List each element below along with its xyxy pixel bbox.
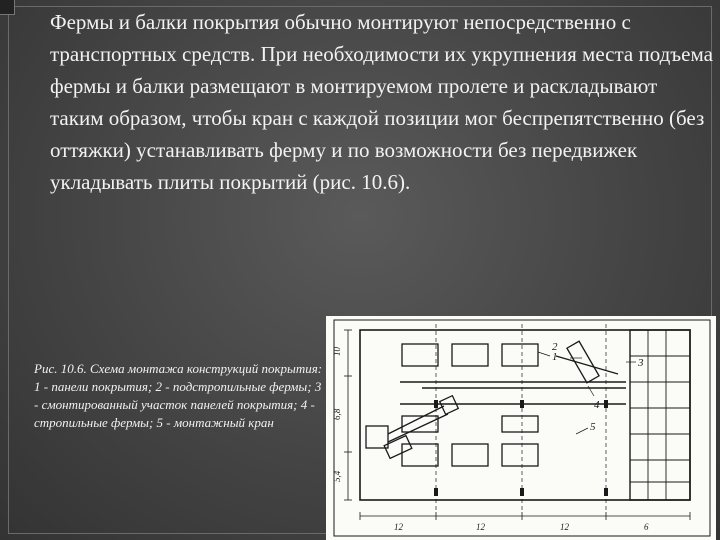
roof-panel-stacks: [402, 344, 538, 466]
dim-bottom-4: 6: [644, 522, 649, 532]
label-3: 3: [638, 357, 644, 369]
slide-corner-decoration: [0, 0, 15, 15]
figure-10-6-diagram: [326, 316, 716, 540]
label-leaders: [538, 352, 636, 434]
figure-caption: Рис. 10.6. Схема монтажа конструкций покрытия: 1 - панели покрытия; 2 - подстропильные фермы; 3 - смонтированный участок панелей покрытия; 4 - стропильные фермы; 5 - монтажный кран: [34, 361, 323, 430]
axis-lines: [436, 324, 606, 512]
dim-left-mid: 6,8: [332, 408, 342, 420]
mounted-panels-area: [630, 330, 690, 500]
span-outline: [360, 330, 690, 500]
mounting-scheme-drawing: [326, 316, 716, 540]
dim-bottom-2: 12: [476, 522, 485, 532]
bottom-dimension-line: [360, 512, 690, 520]
mounted-panels-grid: [630, 330, 690, 500]
mounting-crane: [366, 396, 458, 459]
label-1: 1: [552, 351, 558, 363]
sub-truss-element: [556, 341, 618, 383]
label-4: 4: [594, 399, 600, 411]
dim-bottom-3: 12: [560, 522, 569, 532]
axis-markers: [434, 400, 608, 496]
dim-left-top: 10: [332, 347, 342, 356]
slide-paragraph: Фермы и балки покрытия обычно монтируют непосредственно с транспортных средств. При необходимости их укрупнения места подъема фермы и балки размещают в монтируемом пролете и раскладывают таким образом, чтобы кран с каждой позиции мог беспрепятственно (без оттяжки) устанавливать ферму и по возможности без передвижек укладывать плиты покрытий (рис. 10.6).: [50, 10, 713, 194]
dim-left-low: 5,4: [332, 470, 342, 482]
label-5: 5: [590, 421, 596, 433]
label-2: 2: [552, 341, 558, 353]
dim-bottom-1: 12: [394, 522, 403, 532]
left-dimension-line: [344, 330, 352, 500]
